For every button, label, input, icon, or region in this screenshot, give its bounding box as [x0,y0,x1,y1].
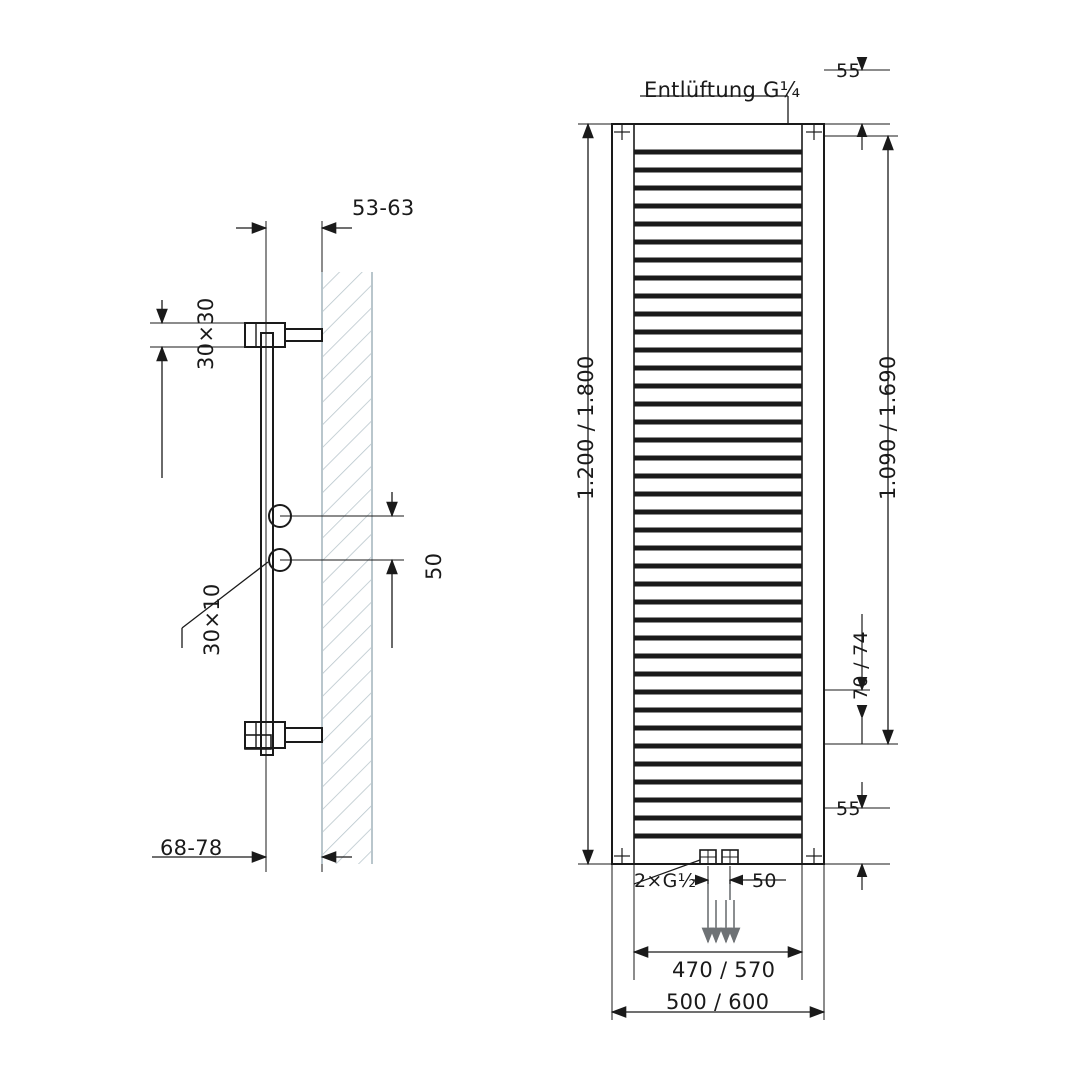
wall-hatching [322,272,372,864]
dim-label-connection-offset: 70 / 74 [850,631,872,700]
dim-label-tube: 30×10 [200,583,224,656]
side-view-group [150,221,404,872]
dim-label-bracket: 30×30 [194,297,218,370]
flow-arrows [708,880,734,942]
label-vent: Entlüftung G¼ [644,78,801,102]
label-connection: 2×G½ [634,870,697,892]
dim-label-height-inner: 1.090 / 1.690 [876,355,900,500]
bottom-connectors [700,850,738,864]
dim-label-valve-spacing: 50 [422,552,446,580]
radiator-tube-stack [634,152,802,836]
radiator-side-profile [261,333,273,755]
dim-label-height-overall: 1.200 / 1.800 [574,355,598,500]
bottom-bracket-foot [245,735,271,749]
dim-label-width-inner: 470 / 570 [672,958,776,982]
top-bracket-arm [285,329,322,341]
dim-leader-tube-diagonal [182,562,268,628]
front-view-group [574,62,898,1020]
top-bracket-block [245,323,285,347]
dim-label-bottom-offset: 55 [836,798,861,820]
dim-label-top-offset: 55 [836,60,861,82]
dim-label-depth-bottom: 68-78 [160,836,223,860]
dim-label-depth-top: 53-63 [352,196,415,220]
dim-label-width-overall: 500 / 600 [666,990,770,1014]
dim-label-connection-spacing: 50 [752,870,777,892]
bottom-bracket-arm [285,728,322,742]
